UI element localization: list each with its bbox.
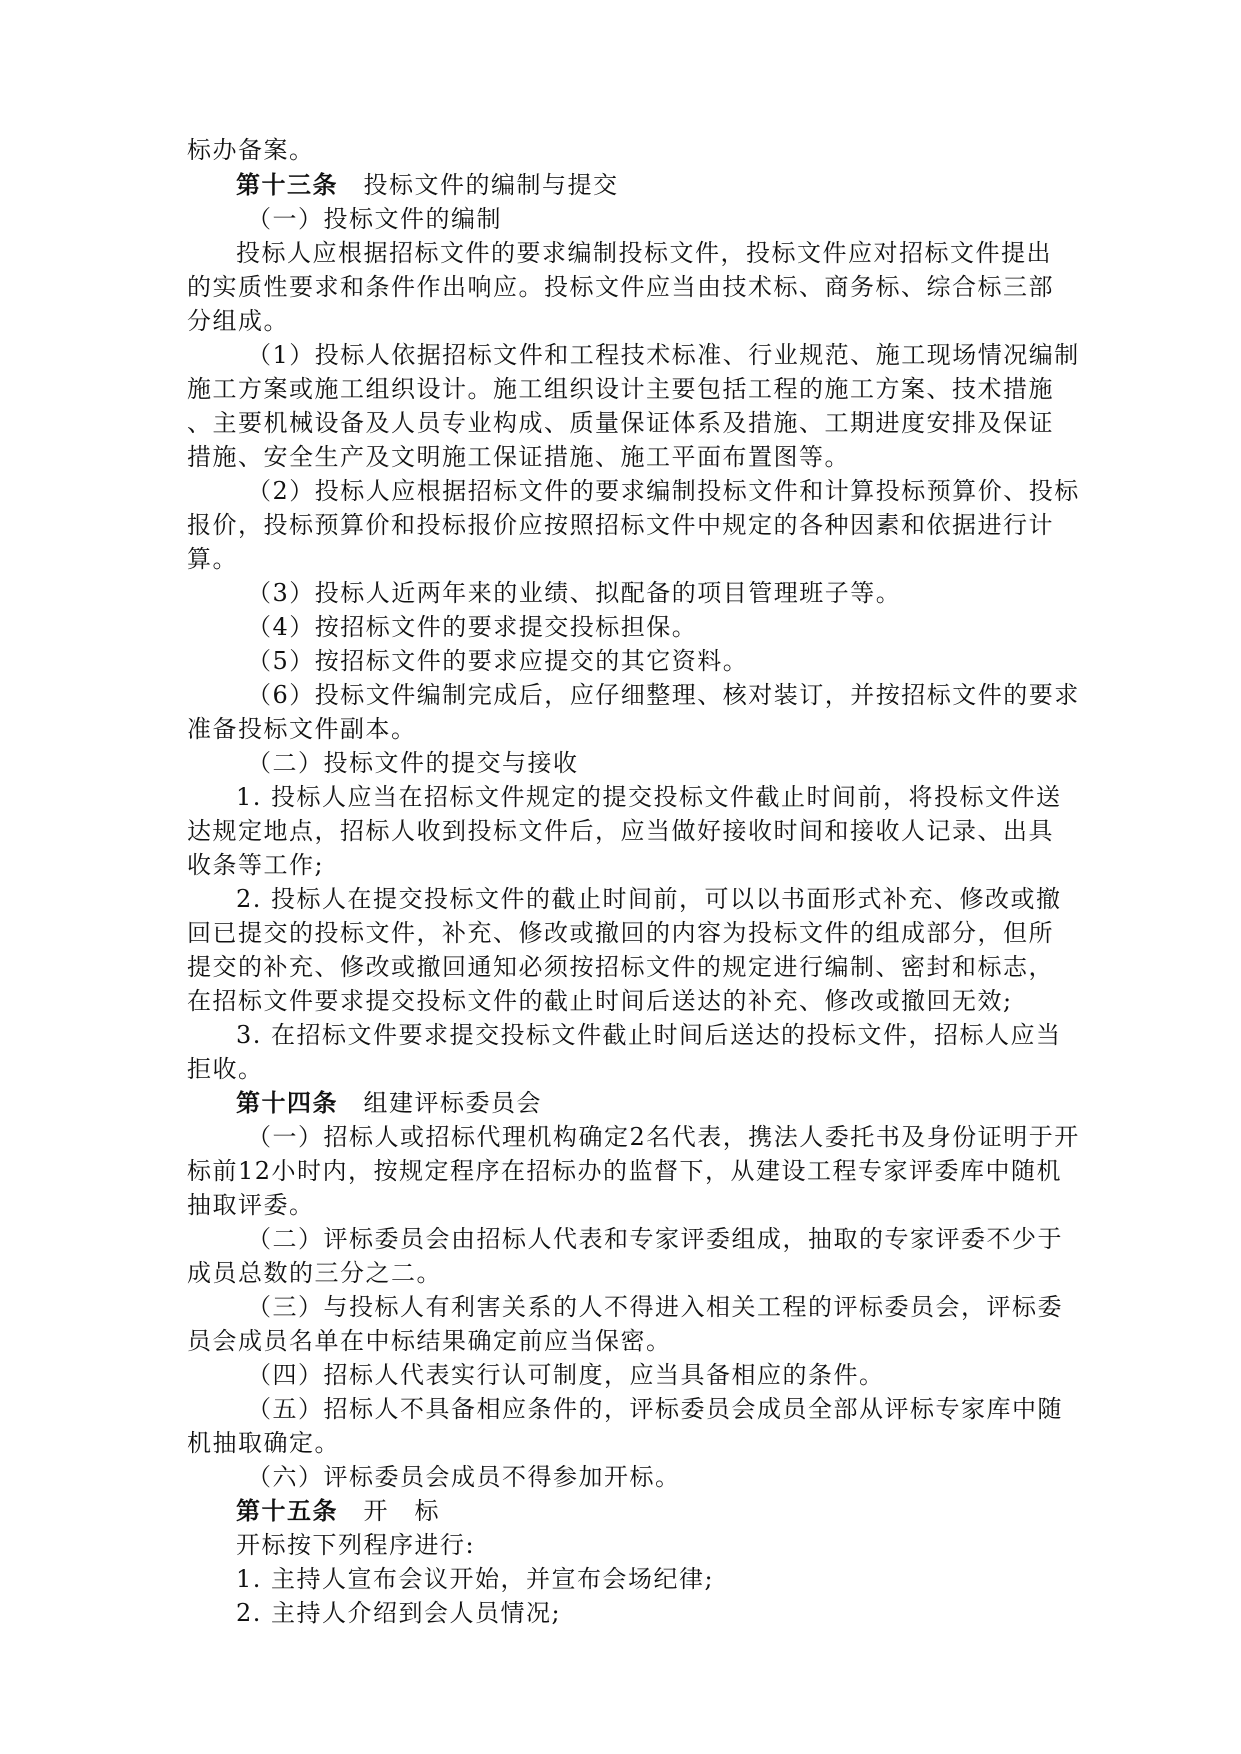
list-item-line: （一）招标人或招标代理机构确定2名代表，携法人委托书及身份证明于开 [247,1123,1080,1151]
paragraph-line: 的实质性要求和条件作出响应。投标文件应当由技术标、商务标、综合标三部 [187,273,1054,301]
paragraph-line: 回已提交的投标文件，补充、修改或撤回的内容为投标文件的组成部分，但所 [187,919,1054,947]
article-number: 第十五条 [236,1496,338,1525]
list-item-line: 3. 在招标文件要求提交投标文件截止时间后送达的投标文件，招标人应当 [236,1021,1062,1049]
paragraph-line: 施工方案或施工组织设计。施工组织设计主要包括工程的施工方案、技术措施 [187,375,1054,403]
article-number: 第十三条 [236,170,338,199]
list-item-line: （六）评标委员会成员不得参加开标。 [247,1463,681,1491]
paragraph-line: 投标人应根据招标文件的要求编制投标文件，投标文件应对招标文件提出 [236,239,1052,267]
paragraph-line: 抽取评委。 [187,1191,315,1219]
paragraph-line: 达规定地点，招标人收到投标文件后，应当做好接收时间和接收人记录、出具 [187,817,1054,845]
article-heading [236,1495,1106,1527]
paragraph-line: 开标按下列程序进行: [236,1531,476,1559]
list-item-line: 1. 投标人应当在招标文件规定的提交投标文件截止时间前，将投标文件送 [236,783,1062,811]
list-item-line: （二）评标委员会由招标人代表和专家评委组成，抽取的专家评委不少于 [247,1225,1063,1253]
article-heading [236,1087,1106,1119]
paragraph-line: 报价，投标预算价和投标报价应按照招标文件中规定的各种因素和依据进行计 [187,511,1054,539]
list-item-line: （2）投标人应根据招标文件的要求编制投标文件和计算投标预算价、投标 [247,477,1080,505]
paragraph-line: 准备投标文件副本。 [187,715,417,743]
list-item-line: 1. 主持人宣布会议开始，并宣布会场纪律; [236,1565,715,1593]
paragraph-line: 算。 [187,545,238,573]
paragraph-line: 在招标文件要求提交投标文件的截止时间后送达的补充、修改或撤回无效; [187,987,1013,1015]
paragraph-line: 提交的补充、修改或撤回通知必须按招标文件的规定进行编制、密封和标志， [187,953,1054,981]
paragraph-line: 措施、安全生产及文明施工保证措施、施工平面布置图等。 [187,443,850,471]
list-item-line: （五）招标人不具备相应条件的，评标委员会成员全部从评标专家库中随 [247,1395,1063,1423]
list-item-line: （4）按招标文件的要求提交投标担保。 [247,613,698,641]
list-item-line: （5）按招标文件的要求应提交的其它资料。 [247,647,749,675]
article-heading [236,169,1106,201]
paragraph-line: 成员总数的三分之二。 [187,1259,442,1287]
list-item-line: （1）投标人依据招标文件和工程技术标准、行业规范、施工现场情况编制 [247,341,1080,369]
list-item-line: （三）与投标人有利害关系的人不得进入相关工程的评标委员会，评标委 [247,1293,1063,1321]
article-title: 投标文件的编制与提交 [338,171,619,199]
paragraph-line: 拒收。 [187,1055,264,1083]
paragraph-line: 员会成员名单在中标结果确定前应当保密。 [187,1327,672,1355]
article-title: 组建评标委员会 [338,1089,542,1117]
list-item-line: 2. 投标人在提交投标文件的截止时间前，可以以书面形式补充、修改或撤 [236,885,1062,913]
paragraph-line: 、主要机械设备及人员专业构成、质量保证体系及措施、工期进度安排及保证 [187,409,1054,437]
paragraph-line: 收条等工作; [187,851,325,879]
article-title: 开 标 [338,1497,440,1525]
paragraph-line: 标前12小时内，按规定程序在招标办的监督下，从建设工程专家评委库中随机 [187,1157,1063,1185]
paragraph-line: 分组成。 [187,307,289,335]
list-item-line: （6）投标文件编制完成后，应仔细整理、核对装订，并按招标文件的要求 [247,681,1080,709]
list-item-line: （四）招标人代表实行认可制度，应当具备相应的条件。 [247,1361,885,1389]
article-number: 第十四条 [236,1088,338,1117]
list-item-line: （3）投标人近两年来的业绩、拟配备的项目管理班子等。 [247,579,902,607]
text-line: 标办备案。 [187,136,315,164]
list-item-line: 2. 主持人介绍到会人员情况; [236,1599,562,1627]
paragraph-line: 机抽取确定。 [187,1429,340,1457]
section-heading: （一）投标文件的编制 [247,205,502,233]
section-heading: （二）投标文件的提交与接收 [247,749,579,777]
